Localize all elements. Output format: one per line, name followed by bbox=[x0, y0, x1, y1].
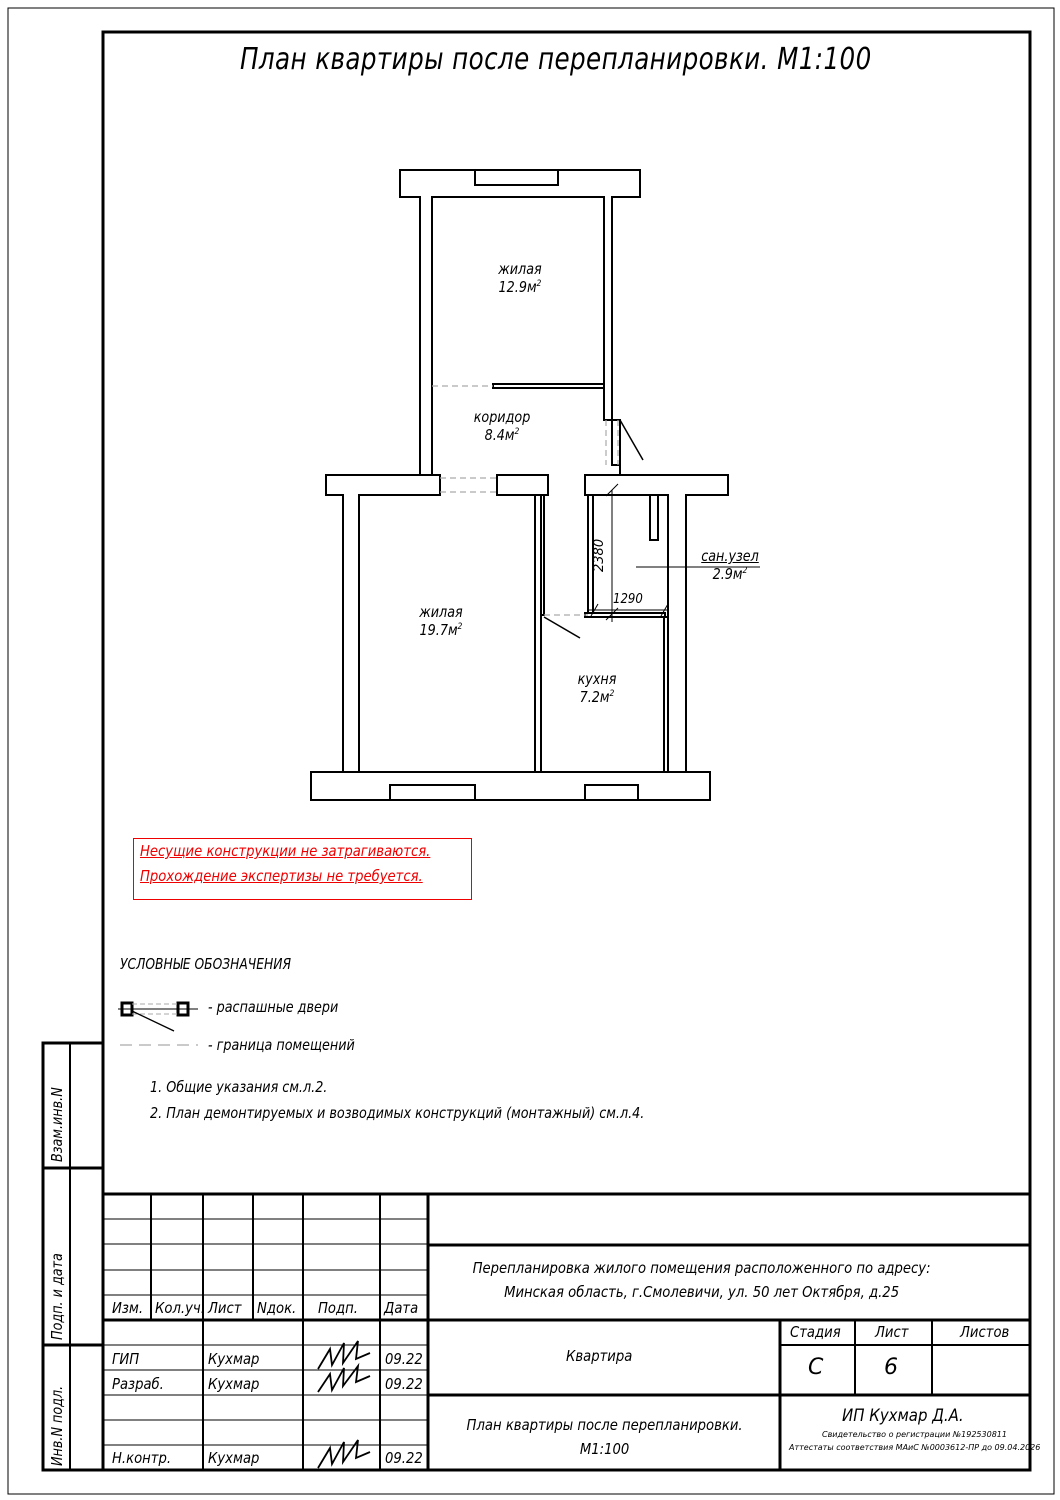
header-koluch: Кол.уч. bbox=[155, 1299, 205, 1317]
header-list: Лист bbox=[208, 1299, 242, 1317]
company-cert-attestation: Аттестаты соответствия МАиС №0003612-ПР до 09.04.2026 bbox=[789, 1443, 1041, 1452]
name-razrab: Кухмар bbox=[208, 1375, 260, 1393]
object-name: Квартира bbox=[566, 1347, 633, 1365]
general-note-1: 1. Общие указания см.л.2. bbox=[150, 1078, 328, 1096]
sheet-label: Лист bbox=[875, 1323, 909, 1341]
header-data: Дата bbox=[384, 1299, 419, 1317]
room-name: жилая bbox=[419, 603, 463, 621]
area-unit-exp: 2 bbox=[514, 427, 520, 437]
note-load-bearing: Несущие конструкции не затрагиваются. bbox=[140, 842, 431, 860]
role-nkontr: Н.контр. bbox=[112, 1449, 172, 1467]
stage-value: С bbox=[808, 1355, 824, 1380]
room-area: 7.2м bbox=[579, 688, 610, 706]
room-name: сан.узел bbox=[701, 547, 759, 565]
legend-title: УСЛОВНЫЕ ОБОЗНАЧЕНИЯ bbox=[120, 955, 292, 973]
dimension-horizontal: 1290 bbox=[613, 592, 643, 607]
header-podp: Подп. bbox=[318, 1299, 358, 1317]
area-unit-exp: 2 bbox=[609, 689, 615, 699]
room-name: жилая bbox=[498, 260, 542, 278]
header-izm: Изм. bbox=[112, 1299, 144, 1317]
room-name: кухня bbox=[577, 670, 617, 688]
legend-boundary: - граница помещений bbox=[208, 1036, 355, 1054]
dimension-vertical: 2380 bbox=[592, 538, 607, 572]
role-razrab: Разраб. bbox=[112, 1375, 164, 1393]
signature-razrab bbox=[310, 1362, 380, 1397]
room-area: 12.9м bbox=[498, 278, 537, 296]
name-gip: Кухмар bbox=[208, 1350, 260, 1368]
role-gip: ГИП bbox=[112, 1350, 140, 1368]
area-unit-exp: 2 bbox=[742, 566, 748, 576]
page-title: План квартиры после перепланировки. М1:100 bbox=[240, 42, 872, 77]
header-ndok: Nдок. bbox=[257, 1299, 297, 1317]
general-note-2: 2. План демонтируемых и возводимых конструкций (монтажный) см.л.4. bbox=[150, 1104, 645, 1122]
room-name: коридор bbox=[473, 408, 531, 426]
note-expertise: Прохождение экспертизы не требуется. bbox=[140, 867, 423, 885]
room-area: 2.9м bbox=[712, 565, 743, 583]
sheet-title: План квартиры после перепланировки. М1:100 bbox=[466, 1416, 743, 1458]
signature-nkontr bbox=[310, 1432, 380, 1472]
date-gip: 09.22 bbox=[385, 1350, 423, 1368]
name-nkontr: Кухмар bbox=[208, 1449, 260, 1467]
stage-label: Стадия bbox=[790, 1323, 841, 1341]
area-unit-exp: 2 bbox=[457, 622, 463, 632]
sheets-label: Листов bbox=[960, 1323, 1010, 1341]
side-label-inv: Инв.N подл. bbox=[48, 1385, 66, 1466]
side-label-vzam: Взам.инв.N bbox=[48, 1087, 66, 1162]
company-cert-registration: Свидетельство о регистрации №192530811 bbox=[822, 1430, 1007, 1439]
company-name: ИП Кухмар Д.А. bbox=[842, 1406, 964, 1426]
date-razrab: 09.22 bbox=[385, 1375, 423, 1393]
sheet-value: 6 bbox=[884, 1355, 898, 1380]
legend-doors: - распашные двери bbox=[208, 998, 339, 1016]
room-area: 8.4м bbox=[484, 426, 515, 444]
date-nkontr: 09.22 bbox=[385, 1449, 423, 1467]
room-area: 19.7м bbox=[419, 621, 458, 639]
side-label-podp: Подп. и дата bbox=[48, 1253, 66, 1340]
area-unit-exp: 2 bbox=[536, 279, 542, 289]
project-title: Перепланировка жилого помещения расположенного по адресу: Минская область, г.Смолевичи, ул. 50 лет Октября, д.25 bbox=[472, 1259, 931, 1301]
